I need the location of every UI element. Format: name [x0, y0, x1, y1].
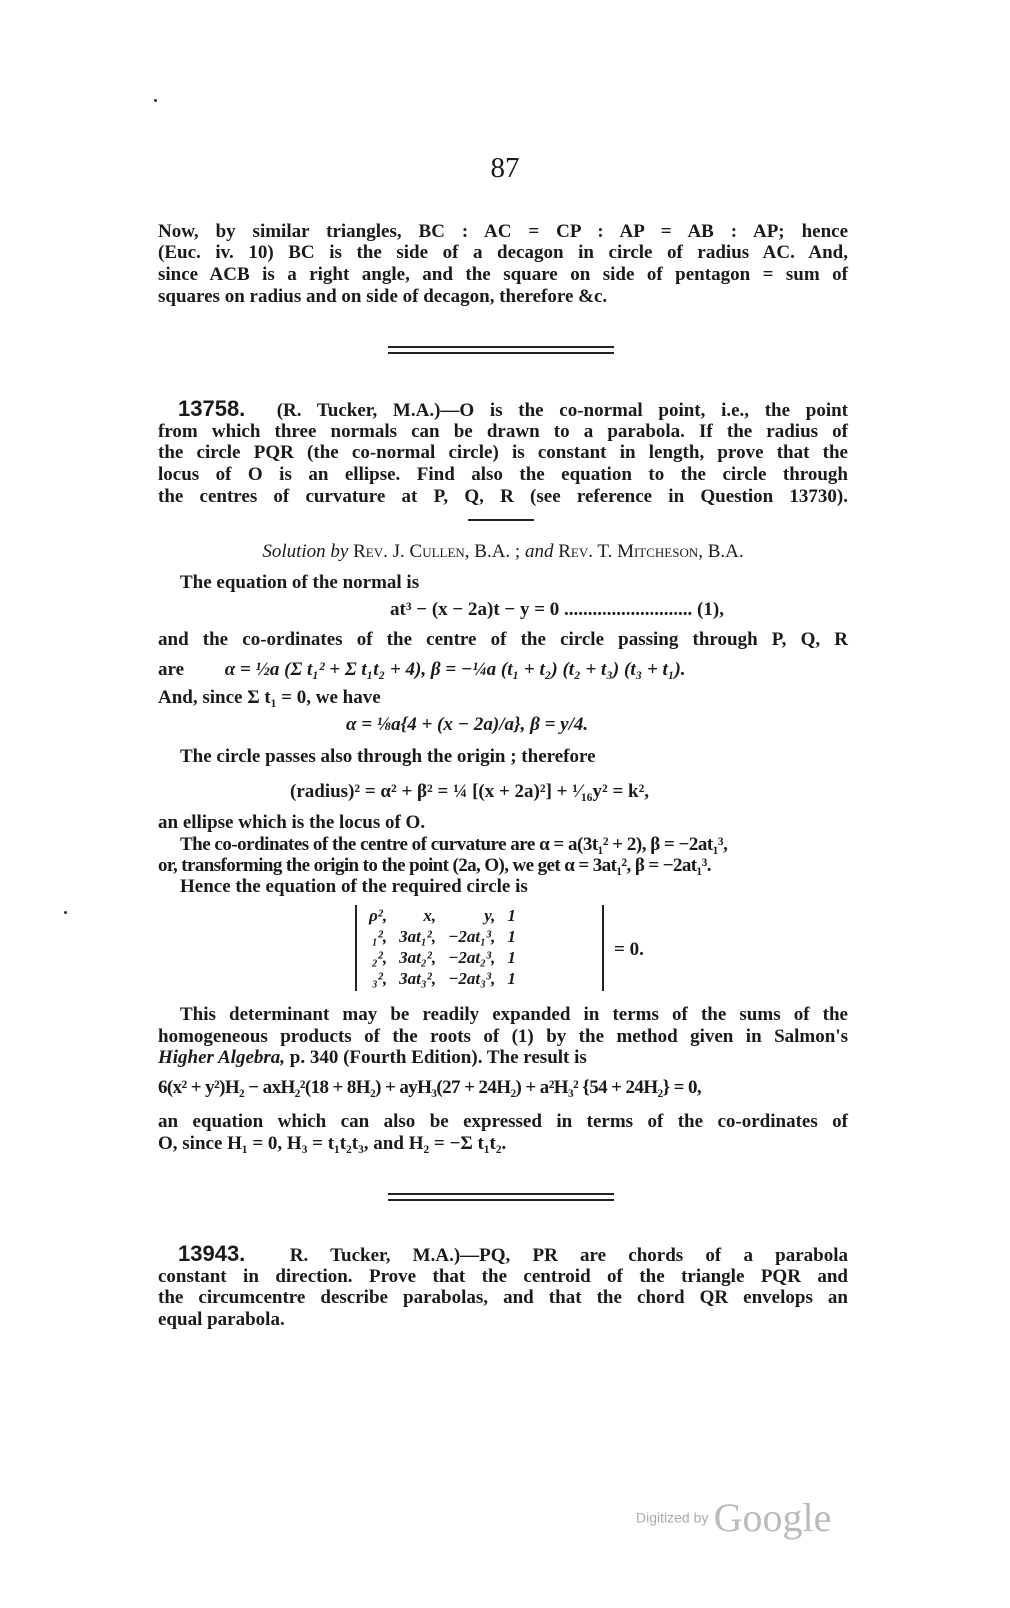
author-1: Rev. J. Cullen, B.A. ;	[353, 541, 521, 562]
byline-label: Solution by	[262, 541, 349, 562]
double-rule-top	[388, 346, 614, 348]
det-cell: ₂²,	[371, 948, 388, 967]
det-equals: = 0.	[614, 939, 644, 960]
text-line: squares on radius and on side of decagon, therefore &c.	[158, 286, 608, 307]
text-line	[158, 659, 848, 681]
det-row	[363, 947, 522, 968]
det-cell: x,	[423, 906, 437, 925]
text-line: the circumcentre describe parabolas, and that the chord QR envelops an	[158, 1287, 848, 1308]
det-cell: 1	[507, 948, 516, 967]
scan-speck	[154, 99, 157, 102]
det-row	[363, 926, 522, 947]
det-cell: 3at₃²,	[399, 969, 437, 988]
det-cell: y,	[484, 906, 496, 925]
det-cell: −2at₁³,	[448, 927, 496, 946]
question-number: 13758.	[178, 396, 246, 421]
book-title: Higher Algebra,	[158, 1047, 286, 1068]
determinant	[355, 905, 604, 991]
text-line: The circle passes also through the origin ; therefore	[180, 746, 596, 767]
text-line: And, since Σ t₁ = 0, we have	[158, 687, 381, 708]
equation-alpha: α = ⅛a{4 + (x − 2a)/a}, β = y/4.	[346, 714, 589, 735]
det-cell: ₁²,	[371, 927, 388, 946]
google-logo: Google	[713, 1495, 832, 1540]
text-line: O, since H₁ = 0, H₃ = t₁t₂t₃, and H₂ = −Σ t₁t₂.	[158, 1133, 507, 1154]
are-label: are	[158, 659, 185, 680]
google-watermark	[636, 1494, 831, 1541]
scan-speck	[64, 911, 67, 914]
question-text: R. Tucker, M.A.)—PQ, PR are chords of a parabola	[289, 1245, 849, 1266]
det-cell: −2at₂³,	[448, 948, 496, 967]
equation-result: 6(x² + y²)H₂ − axH₂²(18 + 8H₂) + ayH₃(27 + 24H₂) + a²H₃² {54 + 24H₂} = 0,	[158, 1077, 702, 1098]
watermark-prefix: Digitized by	[636, 1509, 709, 1526]
double-rule-bottom	[388, 352, 614, 354]
equation-centre: α = ½a (Σ t₁² + Σ t₁t₂ + 4), β = −¼a (t₁ + t₂) (t₂ + t₃) (t₃ + t₁).	[224, 659, 686, 680]
text-line: since ACB is a right angle, and the square on side of pentagon = sum of	[158, 264, 848, 285]
text-line: from which three normals can be drawn to a parabola. If the radius of	[158, 421, 848, 442]
det-cell: ₃²,	[371, 969, 388, 988]
question-first-line	[178, 398, 848, 422]
det-cell: −2at₃³,	[448, 969, 496, 988]
text-line: the circle PQR (the co-normal circle) is constant in length, prove that the	[158, 442, 848, 463]
text-line: This determinant may be readily expanded in terms of the sums of the	[180, 1004, 848, 1025]
question-first-line	[178, 1243, 848, 1267]
text-line: an ellipse which is the locus of O.	[158, 812, 426, 833]
text-line	[158, 1047, 848, 1069]
short-rule	[468, 519, 534, 521]
det-cell: 1	[507, 906, 516, 925]
text-line: constant in direction. Prove that the centroid of the triangle PQR and	[158, 1266, 848, 1287]
text-line: (Euc. iv. 10) BC is the side of a decagon in circle of radius AC. And,	[158, 242, 848, 263]
text-line: and the co-ordinates of the centre of the circle passing through P, Q, R	[158, 629, 848, 650]
solution-byline	[158, 541, 848, 563]
question-number: 13943.	[178, 1241, 246, 1266]
double-rule-top	[388, 1193, 614, 1195]
text-line: The equation of the normal is	[180, 572, 420, 593]
det-cell: ρ²,	[369, 906, 388, 925]
text-line: or, transforming the origin to the point (2a, O), we get α = 3at₁², β = −2at₁³.	[158, 855, 711, 876]
byline-and: and	[524, 541, 554, 562]
double-rule-bottom	[388, 1199, 614, 1201]
text-line: equal parabola.	[158, 1309, 285, 1330]
text-line: The co-ordinates of the centre of curvature are α = a(3t₁² + 2), β = −2at₁³,	[180, 834, 728, 855]
text-line: the centres of curvature at P, Q, R (see reference in Question 13730).	[158, 486, 848, 507]
text-line: an equation which can also be expressed in terms of the co-ordinates of	[158, 1111, 848, 1132]
text-span: p. 340 (Fourth Edition). The result is	[289, 1047, 587, 1068]
text-line: Now, by similar triangles, BC : AC = CP : AP = AB : AP; hence	[158, 221, 848, 242]
text-line: locus of O is an ellipse. Find also the equation to the circle through	[158, 464, 848, 485]
author-2: Rev. T. Mitcheson, B.A.	[558, 541, 744, 562]
det-cell: 1	[507, 927, 516, 946]
det-cell: 1	[507, 969, 516, 988]
det-cell: 3at₁²,	[399, 927, 437, 946]
equation-1: at³ − (x − 2a)t − y = 0 ........................... (1),	[390, 599, 724, 620]
text-line: homogeneous products of the roots of (1) by the method given in Salmon's	[158, 1026, 848, 1047]
det-cell: 3at₂²,	[399, 948, 437, 967]
equation-radius: (radius)² = α² + β² = ¼ [(x + 2a)²] + ¹⁄₁₆y² = k²,	[290, 781, 650, 802]
question-text: (R. Tucker, M.A.)—O is the co-normal point, i.e., the point	[276, 400, 848, 421]
text-line: Hence the equation of the required circle is	[180, 876, 528, 897]
det-row	[363, 905, 522, 926]
page-number: 87	[490, 152, 520, 184]
det-row	[363, 968, 522, 989]
